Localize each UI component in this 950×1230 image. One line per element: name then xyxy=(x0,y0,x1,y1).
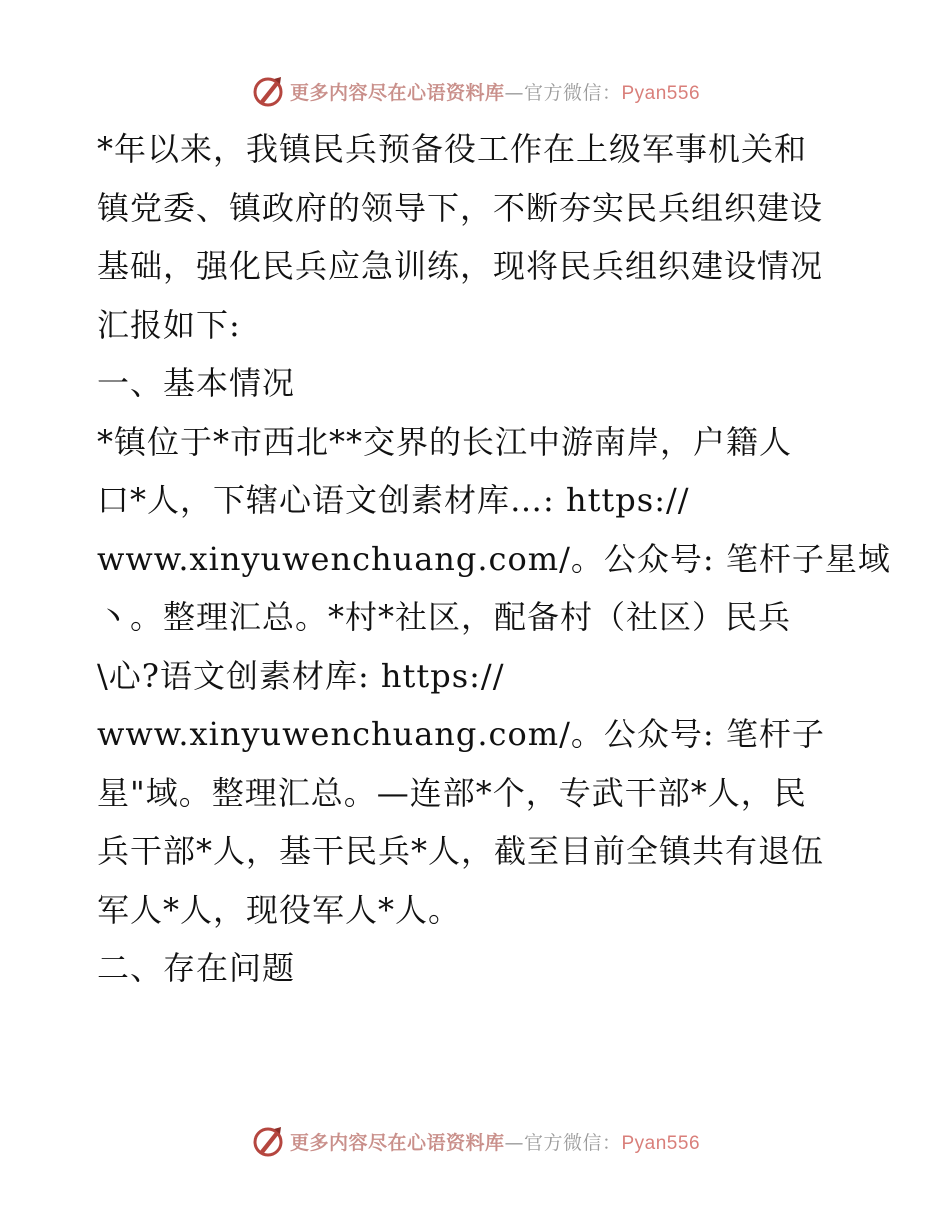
footer-watermark xyxy=(0,1121,950,1161)
watermark-official-label: 官方微信： xyxy=(523,1131,622,1154)
intro-paragraph xyxy=(97,120,857,354)
text-line: \心?语文创素材库: https:// xyxy=(97,656,505,695)
basic-info-paragraph xyxy=(97,413,891,940)
quill-logo-icon xyxy=(250,73,286,109)
header-watermark xyxy=(0,71,950,111)
section-heading-basic-info: 一、基本情况 xyxy=(97,364,296,402)
watermark-text xyxy=(290,78,700,105)
watermark-wechat-id: Pyan556 xyxy=(621,82,701,104)
watermark-text xyxy=(290,1128,700,1155)
watermark-main: 更多内容尽在心语资料库 xyxy=(289,1131,505,1154)
text-line: 丶。整理汇总。*村*社区，配备村（社区）民兵 xyxy=(97,598,792,636)
watermark-official-label: 官方微信： xyxy=(523,81,622,104)
text-line: *镇位于*市西北**交界的长江中游南岸，户籍人 xyxy=(97,422,793,461)
text-line: www.xinyuwenchuang.com/。公众号: 笔杆子 xyxy=(97,715,825,753)
text-line: 星"域。整理汇总。—连部*个，专武干部*人，民 xyxy=(97,773,807,812)
section-heading-problems: 二、存在问题 xyxy=(97,949,296,987)
watermark-separator: — xyxy=(504,1131,524,1154)
watermark-separator: — xyxy=(504,81,524,104)
text-line: 兵干部*人，基干民兵*人，截至目前全镇共有退伍 xyxy=(97,832,825,870)
text-line: *年以来，我镇民兵预备役工作在上级军事机关和 xyxy=(97,130,808,168)
watermark-main: 更多内容尽在心语资料库 xyxy=(289,81,505,104)
text-line: 镇党委、镇政府的领导下，不断夯实民兵组织建设 xyxy=(97,188,824,227)
quill-logo-icon xyxy=(250,1123,286,1159)
watermark-wechat-id: Pyan556 xyxy=(621,1132,701,1154)
text-line: 汇报如下: xyxy=(97,305,241,344)
text-line: 口*人，下辖心语文创素材库…: https:// xyxy=(97,481,690,519)
text-line: www.xinyuwenchuang.com/。公众号: 笔杆子星域 xyxy=(97,539,891,578)
text-line: 基础，强化民兵应急训练，现将民兵组织建设情况 xyxy=(97,247,824,285)
document-body xyxy=(97,120,891,998)
text-line: 军人*人，现役军人*人。 xyxy=(97,890,462,929)
